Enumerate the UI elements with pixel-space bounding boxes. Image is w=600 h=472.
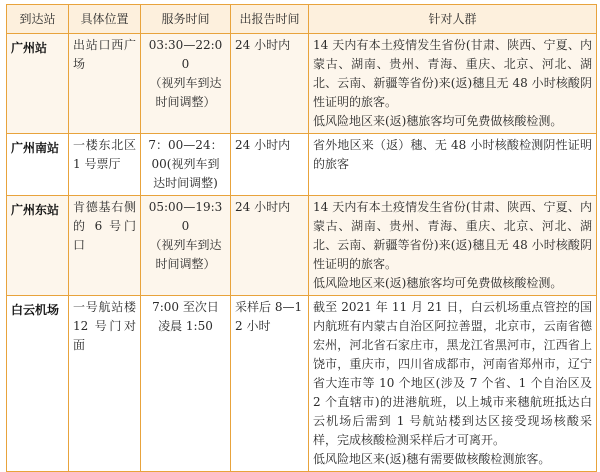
- location-cell: 出站口西广场: [69, 34, 141, 134]
- target-group-cell: [309, 296, 597, 472]
- target-group-paragraph: 低风险地区来(返)穗旅客均可免费做核酸检测。: [313, 114, 563, 128]
- service-time-line: 达时间调整): [153, 176, 218, 190]
- report-time-cell: 24 小时内: [231, 34, 309, 134]
- service-time-cell: [141, 134, 231, 196]
- testing-sites-table: [6, 4, 597, 472]
- table-row: [7, 34, 597, 134]
- service-time-line: 凌晨 1:50: [158, 319, 213, 333]
- table-row: [7, 134, 597, 196]
- service-time-line: 00(视列车到: [151, 157, 220, 171]
- report-time-cell: 24 小时内: [231, 196, 309, 296]
- target-group-cell: [309, 196, 597, 296]
- station-name: 广州东站: [7, 196, 69, 296]
- report-time-cell: 24 小时内: [231, 134, 309, 196]
- station-name: 广州站: [7, 34, 69, 134]
- service-time-line: 03:30—22:00: [148, 38, 223, 71]
- target-group-paragraph: 14 天内有本土疫情发生省份(甘肃、陕西、宁夏、内蒙古、湖南、贵州、青海、重庆、北京、河北、湖北、云南、新疆等省份)来(返)穗且无 48 小时核酸阴性证明的旅客。: [313, 38, 592, 109]
- header-row: [7, 5, 597, 34]
- header-station: 到达站: [7, 5, 69, 34]
- header-service-time: 服务时间: [141, 5, 231, 34]
- target-group-paragraph: 低风险地区来(返)穗旅客均可免费做核酸检测。: [313, 276, 563, 290]
- target-group-paragraph: 14 天内有本土疫情发生省份(甘肃、陕西、宁夏、内蒙古、湖南、贵州、青海、重庆、北京、河北、湖北、云南、新疆等省份)来(返)穗且无 48 小时核酸阴性证明的旅客。: [313, 200, 592, 271]
- target-group-cell: [309, 34, 597, 134]
- service-time-line: 05:00—19:30: [148, 200, 223, 233]
- service-time-line: 7:00 至次日: [152, 300, 219, 314]
- service-time-line: （视列车到达: [149, 76, 222, 90]
- header-location: 具体位置: [69, 5, 141, 34]
- target-group-paragraph: 省外地区来（返）穗、无 48 小时核酸检测阴性证明的旅客: [313, 138, 592, 171]
- service-time-cell: [141, 34, 231, 134]
- location-cell: 肯德基右侧的 6 号门口: [69, 196, 141, 296]
- table-row: [7, 296, 597, 472]
- station-name: 白云机场: [7, 296, 69, 472]
- service-time-cell: [141, 196, 231, 296]
- target-group-paragraph: 截至 2021 年 11 月 21 日，白云机场重点管控的国内航班有内蒙古自治区阿拉善盟，北京市，云南省德宏州，河北省石家庄市，黑龙江省黑河市，江西省上饶市，重庆市，四川省成都市，河南省郑州市，辽宁省大连市等 10 个地区(涉及 7 个省、1 个自治区及 2 个直辖市)的进港航班，以上城市来穗航班抵达白云机场后需到 1 号航站楼到达区接受现场核酸采样，完成核酸检测采样后才可离开。: [313, 300, 592, 447]
- location-cell: 一号航站楼 12 号门对面: [69, 296, 141, 472]
- testing-sites-table-container: [6, 4, 596, 472]
- location-cell: 一楼东北区 1 号票厅: [69, 134, 141, 196]
- service-time-line: 7：00—24：: [148, 138, 223, 152]
- service-time-line: （视列车到达: [149, 238, 222, 252]
- table-row: [7, 196, 597, 296]
- service-time-line: 时间调整）: [155, 95, 216, 109]
- target-group-cell: [309, 134, 597, 196]
- service-time-line: 时间调整）: [155, 257, 216, 271]
- station-name: 广州南站: [7, 134, 69, 196]
- header-report-time: 出报告时间: [231, 5, 309, 34]
- service-time-cell: [141, 296, 231, 472]
- report-time-cell: 采样后 8—12 小时: [231, 296, 309, 472]
- target-group-paragraph: 低风险地区来(返)穗有需要做核酸检测旅客。: [313, 452, 551, 466]
- header-target-group: 针对人群: [309, 5, 597, 34]
